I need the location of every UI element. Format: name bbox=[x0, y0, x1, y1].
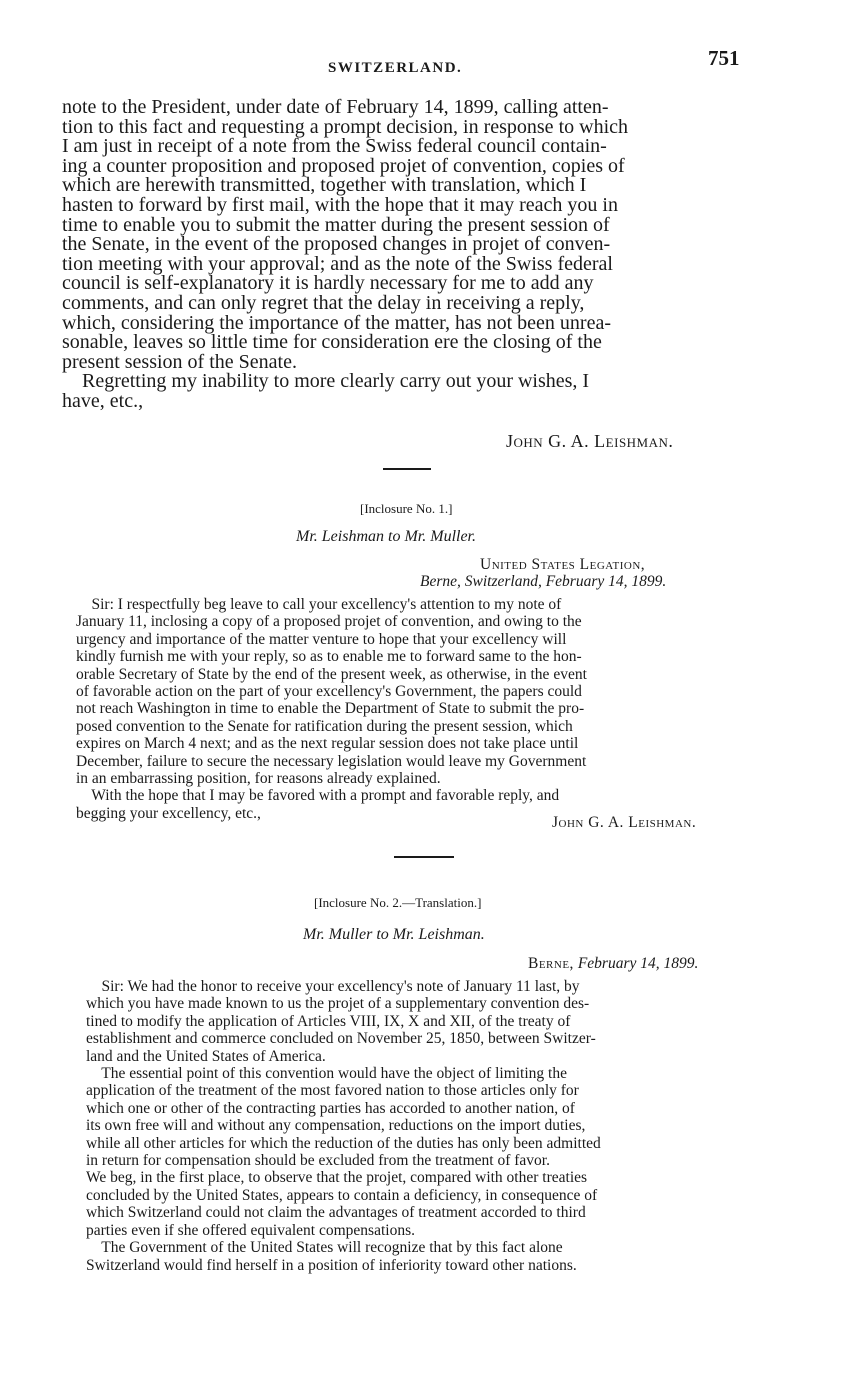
body-line: time to enable you to submit the matter during the present session of bbox=[62, 213, 610, 236]
body-line: comments, and can only regret that the delay in receiving a reply, bbox=[62, 291, 585, 314]
body-line: expires on March 4 next; and as the next regular session does not take place until bbox=[76, 735, 579, 753]
body-line: land and the United States of America. bbox=[86, 1047, 326, 1065]
signature: John G. A. Leishman. bbox=[552, 814, 697, 831]
body-line: I am just in receipt of a note from the Swiss federal council contain- bbox=[62, 135, 607, 158]
letter-body bbox=[62, 98, 762, 412]
body-line: not reach Washington in time to enable the Department of State to submit the pro- bbox=[76, 700, 585, 718]
inclosure-body bbox=[86, 978, 786, 1274]
body-line: have, etc., bbox=[62, 389, 144, 412]
inclosure-body bbox=[76, 596, 776, 822]
body-line: of favorable action on the part of your excellency's Government, the papers could bbox=[76, 683, 582, 701]
body-line: which are herewith transmitted, together with translation, which I bbox=[62, 174, 587, 197]
inclosure-label: [Inclosure No. 2.—Translation.] bbox=[314, 895, 482, 910]
section-divider bbox=[383, 468, 431, 470]
body-line: the Senate, in the event of the proposed changes in projet of conven- bbox=[62, 233, 611, 256]
inclosure-title: Mr. Leishman to Mr. Muller. bbox=[296, 528, 477, 545]
body-line: The Government of the United States will recognize that by this fact alone bbox=[86, 1239, 563, 1257]
body-line: sonable, leaves so little time for consideration ere the closing of the bbox=[62, 331, 602, 354]
dateline bbox=[528, 955, 698, 973]
inclosure-title: Mr. Muller to Mr. Leishman. bbox=[303, 926, 485, 943]
dateline: Berne, Switzerland, February 14, 1899. bbox=[420, 573, 667, 590]
body-line: concluded by the United States, appears to contain a deficiency, in consequence of bbox=[86, 1186, 598, 1204]
page-number: 751 bbox=[708, 46, 740, 70]
body-line: present session of the Senate. bbox=[62, 350, 297, 373]
body-line: establishment and commerce concluded on November 25, 1850, between Switzer- bbox=[86, 1030, 596, 1048]
body-line: hasten to forward by first mail, with the hope that it may reach you in bbox=[62, 193, 618, 216]
body-line: posed convention to the Senate for ratification during the present session, which bbox=[76, 717, 573, 735]
body-line: Sir: I respectfully beg leave to call your excellency's attention to my note of bbox=[76, 596, 562, 613]
body-line: note to the President, under date of February 14, 1899, calling atten- bbox=[62, 96, 609, 118]
place-line: United States Legation, bbox=[480, 556, 646, 573]
body-line: begging your excellency, etc., bbox=[76, 804, 261, 822]
body-line: Switzerland would find herself in a position of inferiority toward other nations. bbox=[86, 1256, 577, 1274]
body-line: December, failure to secure the necessary legislation would leave my Government bbox=[76, 752, 587, 770]
body-line: ing a counter proposition and proposed projet of convention, copies of bbox=[62, 154, 625, 177]
body-line: With the hope that I may be favored with a prompt and favorable reply, and bbox=[76, 787, 560, 805]
body-line: urgency and importance of the matter venture to hope that your excellency will bbox=[76, 630, 567, 648]
inclosure-label: [Inclosure No. 1.] bbox=[360, 501, 453, 516]
body-line: We beg, in the first place, to observe that the projet, compared with other treaties bbox=[86, 1169, 588, 1187]
section-divider bbox=[394, 856, 454, 858]
dateline-date: February 14, 1899. bbox=[577, 955, 699, 972]
body-line: in an embarrassing position, for reasons already explained. bbox=[76, 770, 441, 788]
body-line: January 11, inclosing a copy of a proposed projet of convention, and owing to the bbox=[76, 613, 582, 631]
signature: John G. A. Leishman. bbox=[506, 431, 674, 451]
dateline-place: Berne, bbox=[528, 955, 574, 972]
body-line: which you have made known to us the projet of a supplementary convention des- bbox=[86, 995, 590, 1013]
body-line: Sir: We had the honor to receive your excellency's note of January 11 last, by bbox=[86, 978, 580, 995]
body-line: The essential point of this convention would have the object of limiting the bbox=[86, 1065, 567, 1083]
body-line: tion meeting with your approval; and as the note of the Swiss federal bbox=[62, 252, 613, 275]
body-line: its own free will and without any compensation, reductions on the import duties, bbox=[86, 1117, 586, 1135]
body-line: application of the treatment of the most favored nation to those articles only for bbox=[86, 1082, 579, 1100]
body-line: tined to modify the application of Articles VIII, IX, X and XII, of the treaty of bbox=[86, 1012, 571, 1030]
body-line: which, considering the importance of the matter, has not been unrea- bbox=[62, 311, 612, 334]
body-line: parties even if she offered equivalent compensations. bbox=[86, 1221, 415, 1239]
body-line: orable Secretary of State by the end of the present week, as otherwise, in the event bbox=[76, 665, 587, 683]
body-line: in return for compensation should be excluded from the treatment of favor. bbox=[86, 1152, 550, 1170]
body-line: Regretting my inability to more clearly carry out your wishes, I bbox=[62, 370, 590, 393]
body-line: kindly furnish me with your reply, so as to enable me to forward same to the hon- bbox=[76, 648, 582, 666]
body-line: which Switzerland could not claim the advantages of treatment accorded to third bbox=[86, 1204, 586, 1222]
running-head: SWITZERLAND. bbox=[328, 60, 463, 76]
body-line: which one or other of the contracting parties has accorded to another nation, of bbox=[86, 1099, 575, 1117]
body-line: while all other articles for which the reduction of the duties has only been admitted bbox=[86, 1134, 601, 1152]
body-line: tion to this fact and requesting a prompt decision, in response to which bbox=[62, 115, 628, 138]
body-line: council is self-explanatory it is hardly necessary for me to add any bbox=[62, 272, 594, 295]
